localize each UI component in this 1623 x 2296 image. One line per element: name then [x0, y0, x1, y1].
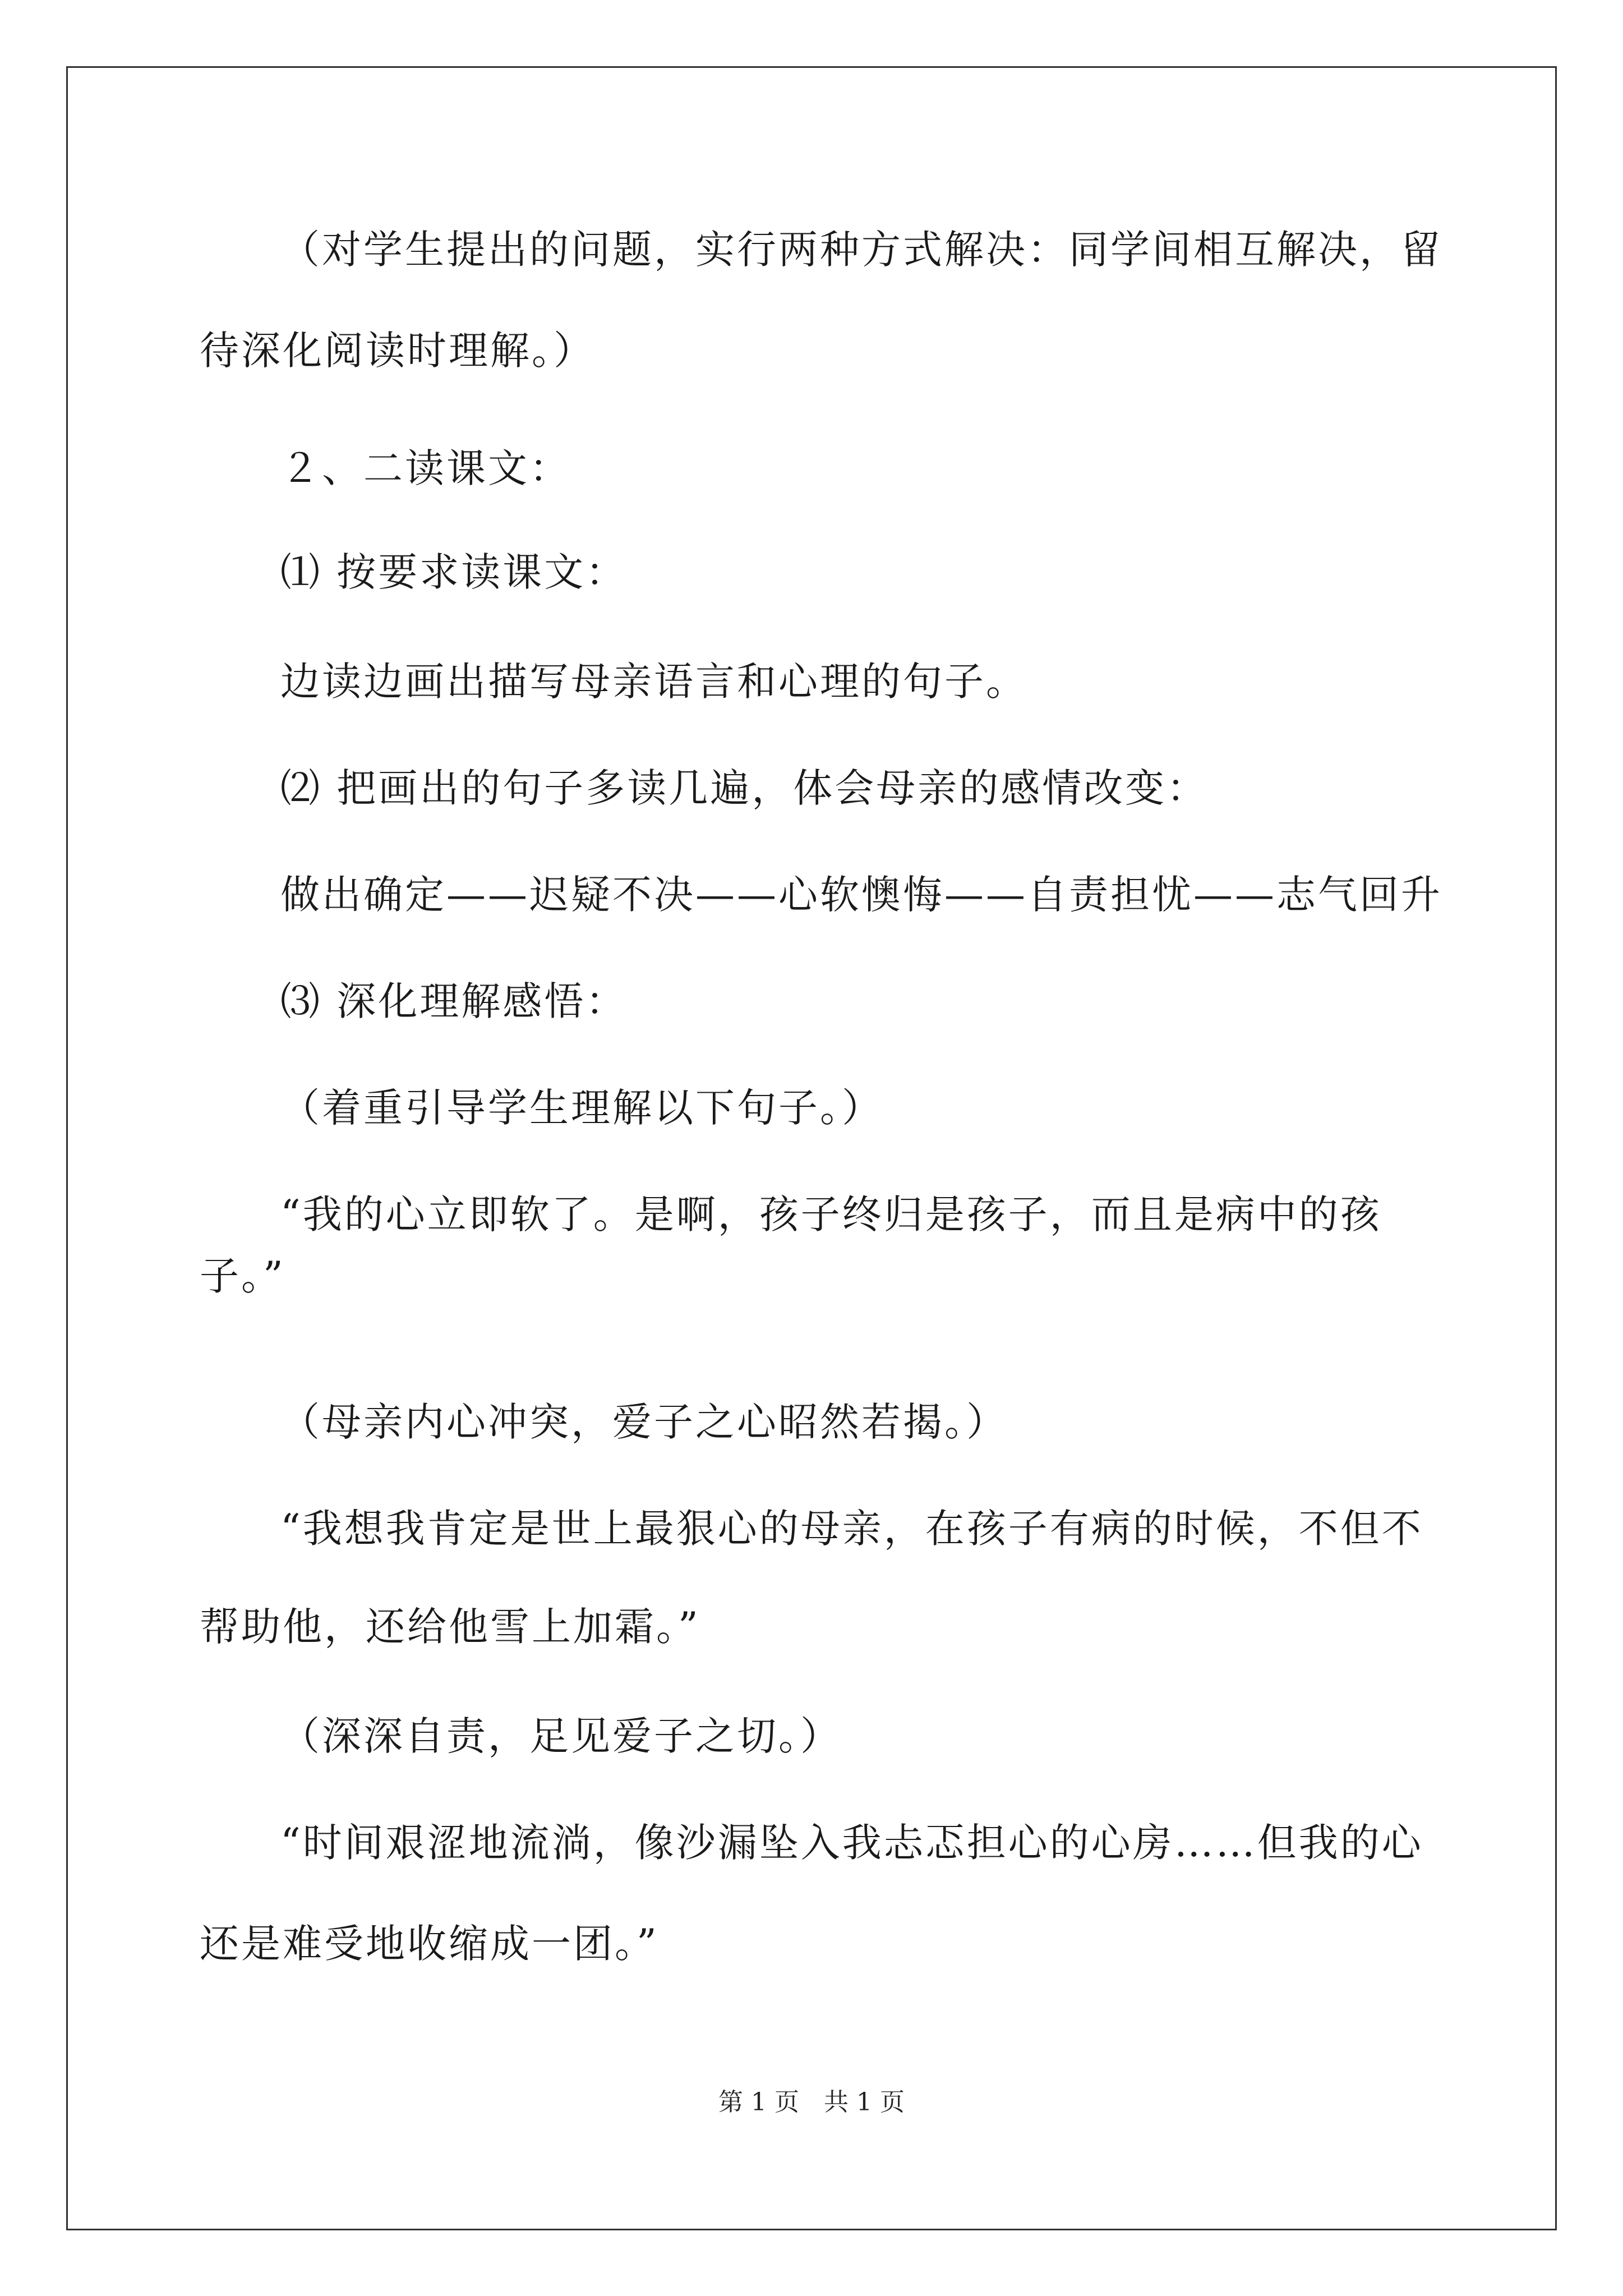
paragraph-line: 帮助他，还给他雪上加霜。”	[200, 1604, 700, 1650]
paragraph-line: （着重引导学生理解以下句子。）	[280, 1085, 883, 1131]
paragraph-line: 边读边画出描写母亲语言和心理的句子。	[280, 659, 1027, 705]
paragraph-line: 还是难受地收缩成一团。”	[200, 1921, 659, 1967]
paragraph-line: “我的心立即软了。是啊，孩子终归是孩子，而且是病中的孩	[280, 1191, 1382, 1237]
paragraph-line: 做出确定——迟疑不决——心软懊悔——自责担忧——志气回升	[280, 872, 1442, 918]
paragraph-line: （母亲内心冲突，爱子之心昭然若揭。）	[280, 1399, 1008, 1445]
paragraph-line: 待深化阅读时理解。）	[200, 328, 595, 374]
page-border	[66, 66, 1557, 2230]
paragraph-line: ⑴ 按要求读课文：	[280, 549, 628, 595]
paragraph-line: ２、二读课文：	[280, 445, 571, 491]
paragraph-line: （深深自责，足见爱子之切。）	[280, 1713, 842, 1759]
paragraph-line: 子。”	[200, 1253, 285, 1299]
page-footer: 第 1 页 共 1 页	[718, 2088, 905, 2116]
paragraph-line: ⑶ 深化理解感悟：	[280, 978, 628, 1024]
paragraph-line: “时间艰涩地流淌，像沙漏坠入我忐忑担心的心房……但我的心	[280, 1820, 1423, 1866]
paragraph-line: （对学生提出的问题，实行两种方式解决：同学间相互解决，留	[280, 227, 1442, 273]
paragraph-line: ⑵ 把画出的句子多读几遍，体会母亲的感情改变：	[280, 765, 1209, 811]
paragraph-line: “我想我肯定是世上最狠心的母亲，在孩子有病的时候，不但不	[280, 1506, 1423, 1552]
